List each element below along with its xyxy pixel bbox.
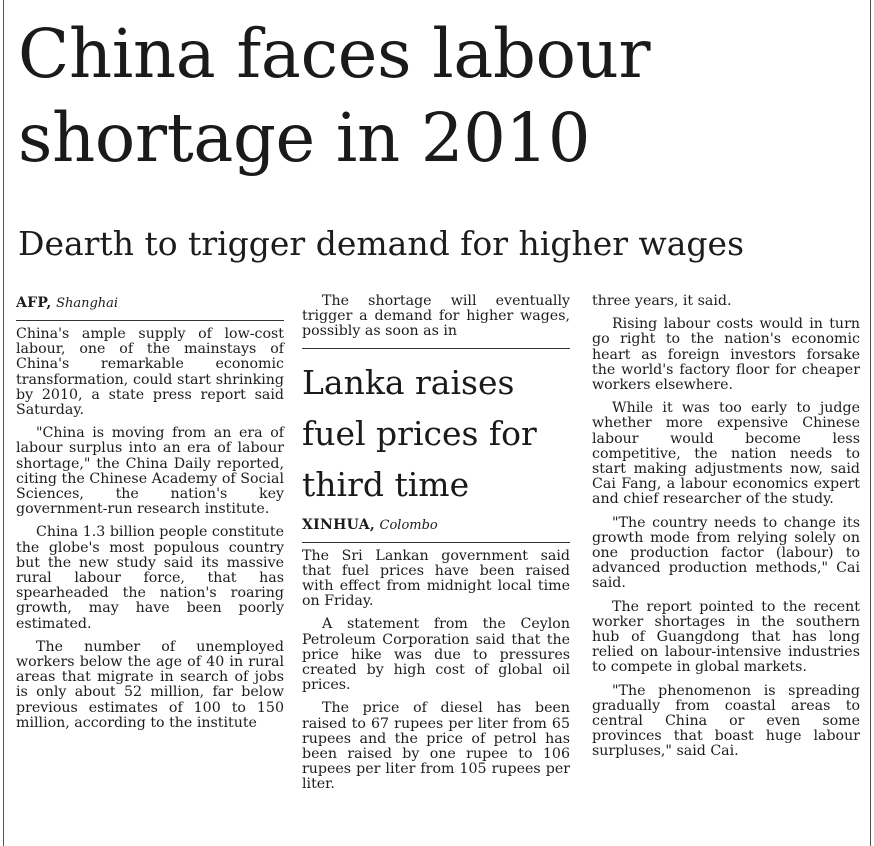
main-headline: China faces labour shortage in 2010: [18, 15, 651, 177]
main-byline: [16, 294, 284, 321]
second-paragraph: A statement from the Ceylon Petroleum Corporation said that the price hike was due to pressures created by high cost of global oil prices.: [302, 616, 570, 694]
main-paragraph: While it was too early to judge whether more expensive Chinese labour would become less competitive, the nation needs to start making adjustments now, said Cai Fang, a labour economics expert and chief researcher of the study.: [592, 400, 860, 508]
main-paragraph: Rising labour costs would in turn go right to the nation's economic heart as foreign investors forsake the world's factory floor for cheaper workers elsewhere.: [592, 316, 860, 394]
second-agency: XINHUA,: [302, 516, 376, 533]
main-paragraph: "The phenomenon is spreading gradually from coastal areas to central China or even some provinces that boast huge labour surpluses," said Cai.: [592, 682, 860, 760]
main-paragraph: China 1.3 billion people constitute the globe's most populous country but the new study said its massive rural labour force, that has spearheaded the nation's roaring growth, may have been poorly estimated.: [16, 524, 284, 632]
main-subheadline: Dearth to trigger demand for higher wages: [18, 224, 745, 263]
second-headline: Lanka raises fuel prices for third time: [302, 362, 537, 504]
second-dateline: Colombo: [379, 517, 438, 533]
main-article-column-3: [592, 294, 860, 768]
second-paragraph: The price of diesel has been raised to 67 rupees per liter from 65 rupees and the price of petrol has been raised by one rupee to 106 rupees per liter from 105 rupees per liter.: [302, 700, 570, 793]
page-border-left: [3, 0, 4, 846]
main-paragraph: China's ample supply of low-cost labour, one of the mainstays of China's remarkable economic transformation, could start shrinking by 2010, a state press report said Saturday.: [16, 326, 284, 419]
main-article-column-1: [16, 294, 284, 739]
main-paragraph: The shortage will eventually trigger a demand for higher wages, possibly as soon as in: [302, 293, 570, 340]
main-paragraph: The number of unemployed workers below the age of 40 in rural areas that migrate in search of jobs is only about 52 million, far below previous estimates of 100 to 150 million, according to the institute: [16, 638, 284, 731]
main-paragraph: The report pointed to the recent worker shortages in the southern hub of Guangdong that has long relied on labour-intensive industries to compete in global markets.: [592, 598, 860, 676]
divider: [302, 348, 570, 349]
second-byline: [302, 516, 570, 543]
article-column-2: [302, 294, 570, 801]
main-dateline: Shanghai: [56, 296, 119, 311]
main-paragraph: "China is moving from an era of labour surplus into an era of labour shortage," the China Daily reported, citing the Chinese Academy of Social Sciences, the nation's key government-run research institute.: [16, 425, 284, 518]
main-agency: AFP,: [16, 295, 52, 311]
second-paragraph: The Sri Lankan government said that fuel prices have been raised with effect from midnight local time on Friday.: [302, 547, 570, 610]
main-paragraph: three years, it said.: [592, 293, 732, 309]
main-paragraph: "The country needs to change its growth mode from relying solely on one production factor (labour) to advanced production methods," Cai said.: [592, 514, 860, 592]
page-border-right: [870, 0, 871, 846]
